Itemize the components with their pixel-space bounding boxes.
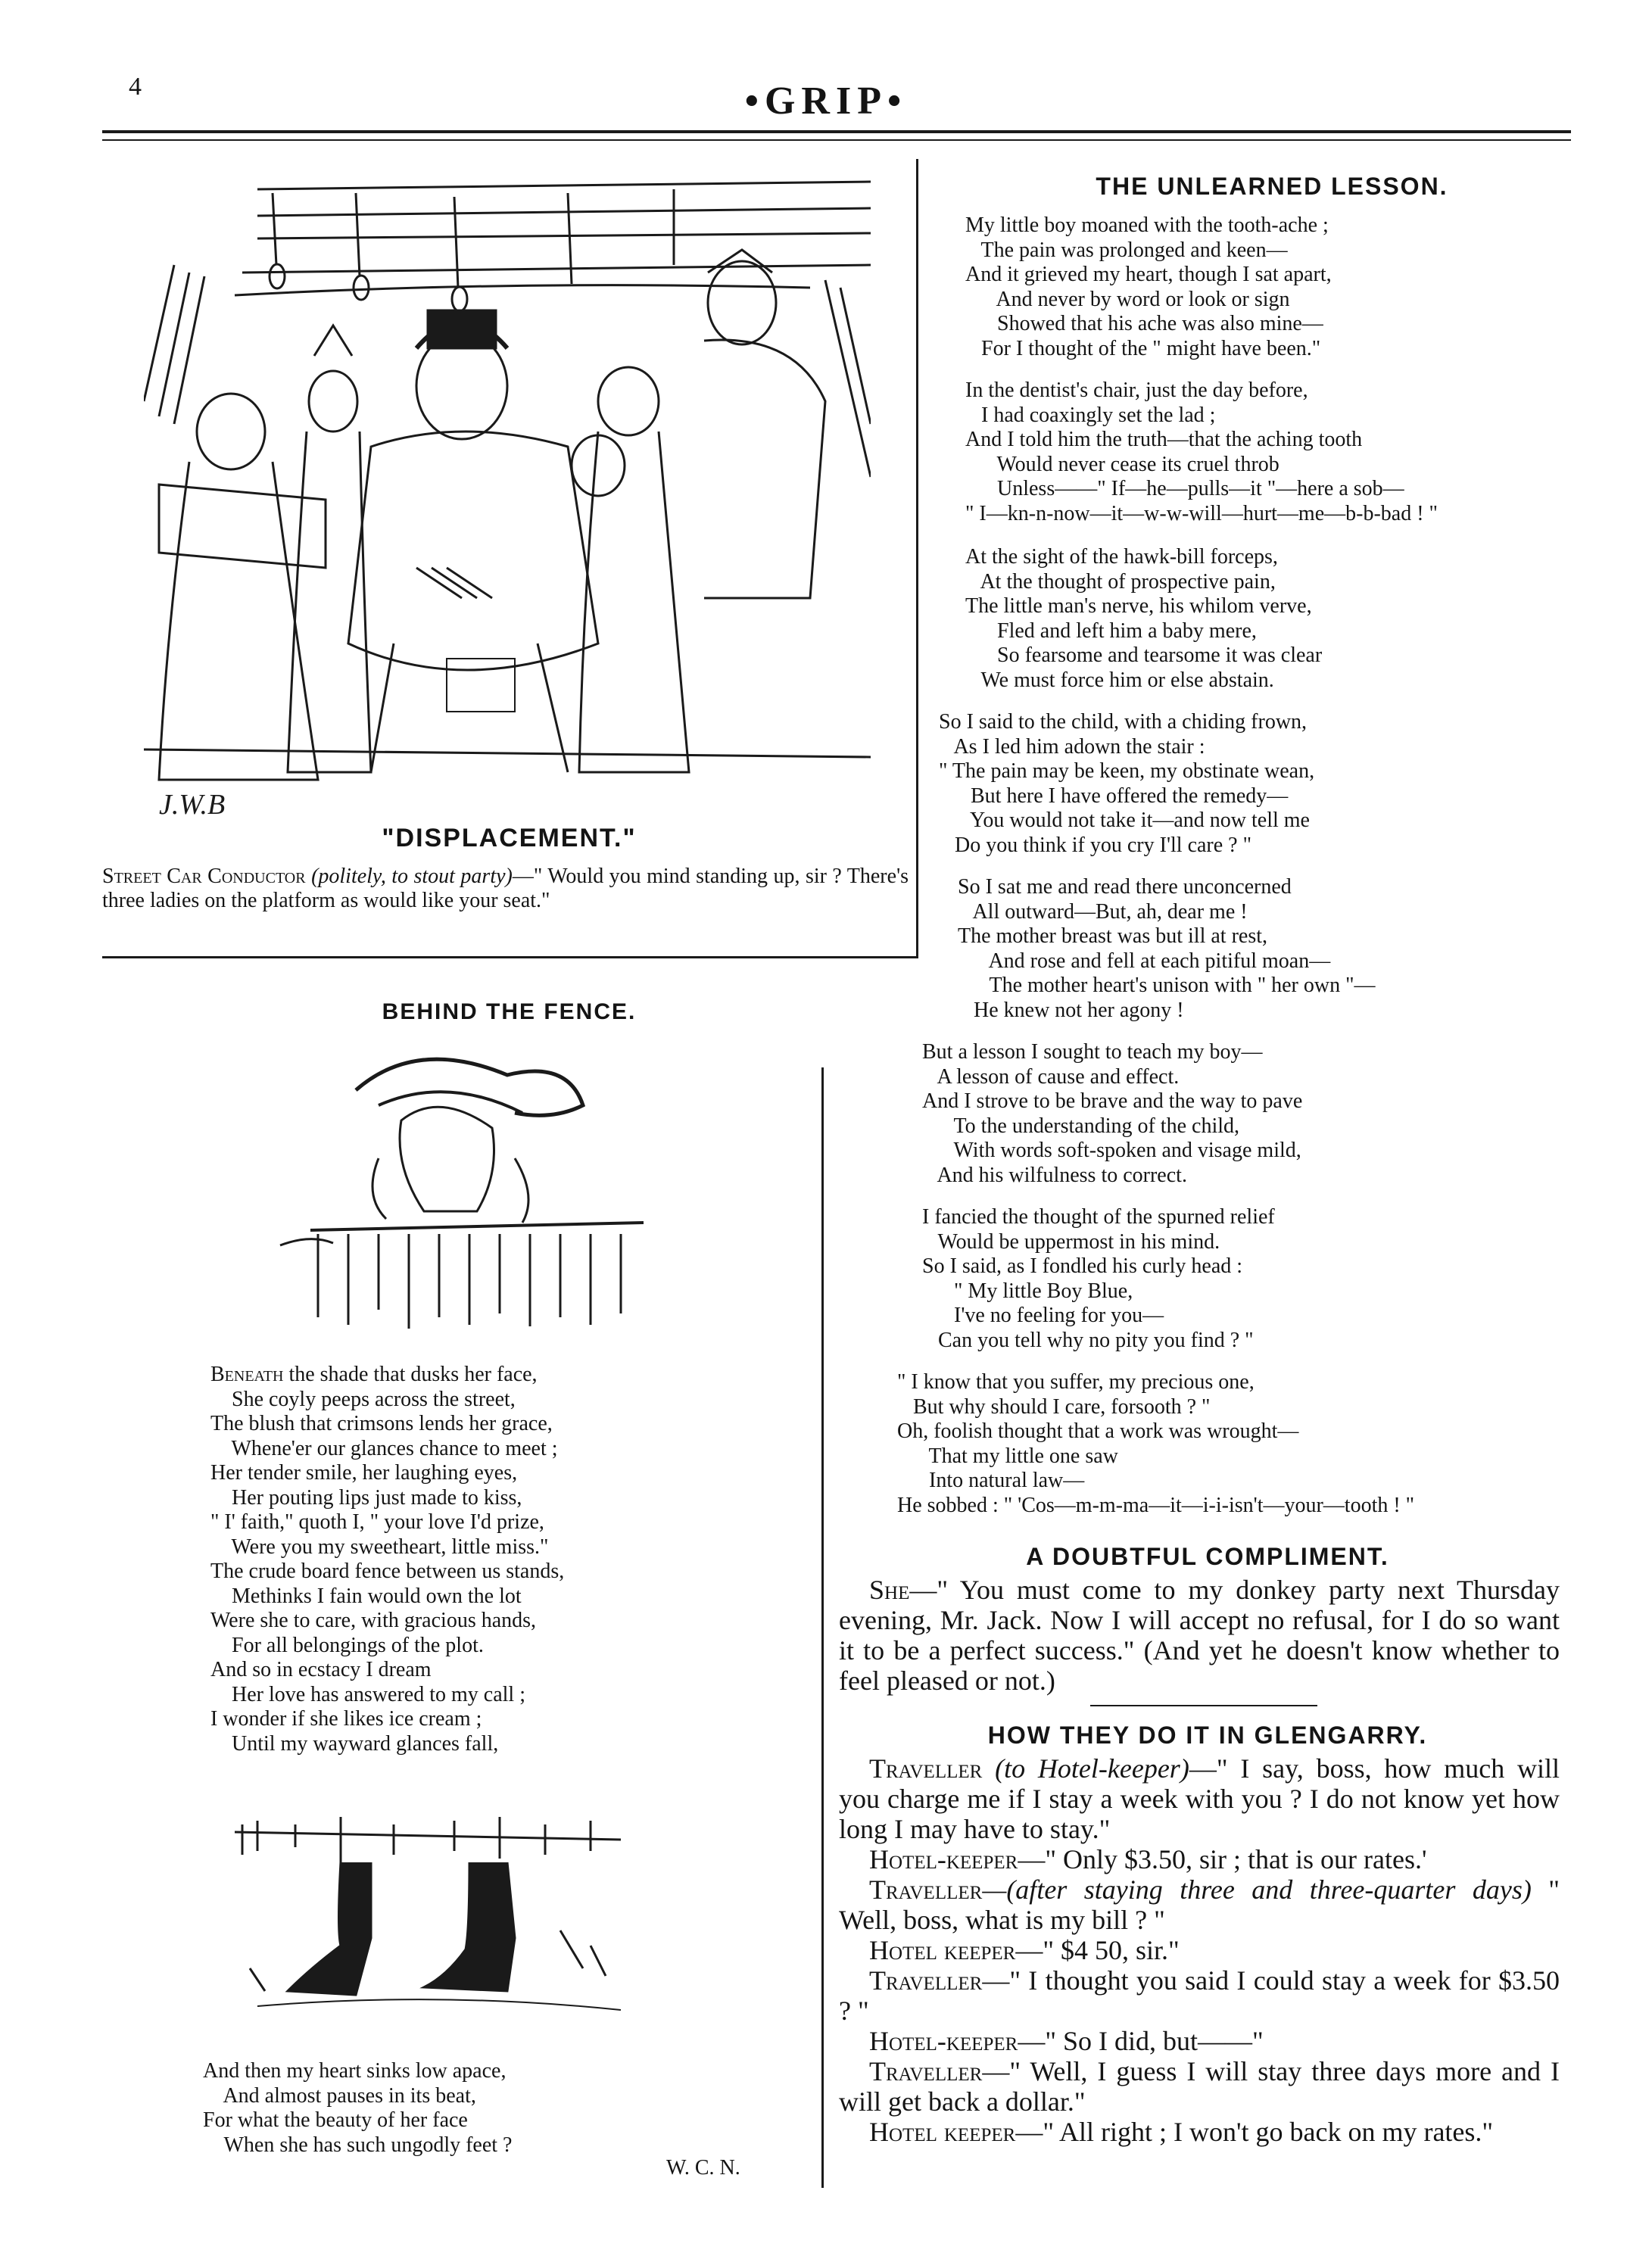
fence-line: Whene'er our glances chance to meet ;: [210, 1436, 558, 1460]
exchange-speaker: Hotel-keeper: [869, 1844, 1018, 1874]
lesson-line: A lesson of cause and effect.: [922, 1064, 1180, 1089]
fence-line: And almost pauses in its beat,: [203, 2083, 476, 2108]
exchange-speaker: Traveller: [869, 1965, 983, 1996]
lesson-line: At the thought of prospective pain,: [965, 569, 1276, 594]
lesson-line: Would be uppermost in his mind.: [922, 1229, 1220, 1254]
lesson-line: But why should I care, forsooth ? ": [897, 1394, 1211, 1419]
glengarry-title: HOW THEY DO IT IN GLENGARRY.: [987, 1722, 1428, 1749]
lesson-line: And his wilfulness to correct.: [922, 1163, 1187, 1187]
exchange-text: —" Well, I guess I will stay three days more and I will get back a dollar.": [839, 2056, 1560, 2117]
exchange-speaker: Hotel keeper: [869, 1935, 1016, 1965]
lesson-line: And never by word or look or sign: [965, 287, 1290, 311]
exchange-text: —" $4 50, sir.": [1015, 1935, 1180, 1965]
lesson-line: The mother breast was but ill at rest,: [958, 924, 1267, 948]
header-rule-bottom: [102, 139, 1571, 141]
exchange-text: —" I thought you said I could stay a week for $3.50 ? ": [839, 1965, 1560, 2026]
lesson-line: And rose and fell at each pitiful moan—: [958, 949, 1331, 973]
illustration-signature: J.W.B: [159, 789, 226, 818]
lesson-stanza-1: [965, 213, 1332, 361]
glengarry-separator: [1090, 1705, 1317, 1706]
lesson-title: THE UNLEARNED LESSON.: [1096, 173, 1448, 200]
fence-first-word: Beneath: [210, 1363, 284, 1386]
lesson-line: " I—kn-n-now—it—w-w-will—hurt—me—b-b-bad ! ": [965, 501, 1438, 525]
lesson-line: And I strove to be brave and the way to pave: [922, 1089, 1303, 1113]
lesson-line: So I said, as I fondled his curly head :: [922, 1254, 1243, 1278]
caption-speaker: Street Car Conductor: [102, 865, 306, 888]
fence-line: Her tender smile, her laughing eyes,: [210, 1461, 518, 1485]
lesson-stanza-8: [897, 1370, 1414, 1518]
compliment-title: A DOUBTFUL COMPLIMENT.: [1026, 1543, 1389, 1570]
fence-title: BEHIND THE FENCE.: [382, 999, 637, 1024]
exchange-direction: (to Hotel-keeper): [995, 1753, 1189, 1784]
fence-line: The blush that crimsons lends her grace,: [210, 1412, 553, 1435]
lesson-line: So I said to the child, with a chiding frown,: [939, 710, 1308, 734]
displacement-title: "DISPLACEMENT.": [382, 824, 637, 852]
displacement-caption: [102, 865, 909, 913]
glengarry-exchange: [839, 1935, 1560, 1965]
caption-direction: (politely, to stout party): [311, 865, 513, 888]
lesson-line: The pain was prolonged and keen—: [965, 238, 1288, 262]
compliment-body: —" You must come to my donkey party next Thursday evening, Mr. Jack. Now I will accept no refusal, for I do so want it to be a perfect success." (And yet he doesn't know whether to feel pleased or not.): [839, 1575, 1560, 1696]
lesson-line: Can you tell why no pity you find ? ": [922, 1328, 1254, 1352]
fence-poem-part1: [210, 1363, 564, 1756]
glengarry-exchange: [839, 2117, 1560, 2147]
lesson-line: In the dentist's chair, just the day before,: [965, 379, 1308, 402]
lesson-line: The little man's nerve, his whilom verve,: [965, 594, 1312, 618]
exchange-speaker: Hotel-keeper: [869, 2026, 1018, 2056]
header-rule-top: [102, 130, 1571, 133]
fence-signature: W. C. N.: [666, 2156, 740, 2180]
masthead: •GRIP•: [744, 79, 908, 123]
fence-feet-illustration: [227, 1817, 651, 2029]
fence-line: Until my wayward glances fall,: [210, 1731, 499, 1756]
lesson-line: Fled and left him a baby mere,: [965, 619, 1257, 643]
lesson-line: Would never cease its cruel throb: [965, 452, 1280, 476]
lesson-line: You would not take it—and now tell me: [939, 809, 1310, 832]
lesson-line: My little boy moaned with the tooth-ache ;: [965, 213, 1329, 237]
page-number: 4: [129, 73, 142, 101]
exchange-text: " Well, boss, what is my bill ? ": [839, 1874, 1560, 1935]
lesson-stanza-7: [922, 1205, 1275, 1353]
lesson-line: As I led him adown the stair :: [939, 734, 1205, 759]
glengarry-exchange: [839, 1874, 1560, 1935]
fence-line: And so in ecstacy I dream: [210, 1658, 432, 1681]
lesson-line: The mother heart's unison with " her own "—: [958, 974, 1376, 997]
fence-line: The crude board fence between us stands,: [210, 1560, 565, 1583]
lesson-line: " The pain may be keen, my obstinate wean,: [939, 759, 1315, 783]
displacement-bottom-rule: [102, 956, 918, 958]
girl-behind-fence-drawing: [265, 1045, 689, 1332]
exchange-speaker: Traveller: [869, 1874, 983, 1905]
exchange-text: —" I say, boss, how much will you charge me if I stay a week with you ? I do not know yet how long I may have to stay.": [839, 1753, 1560, 1844]
fence-line: Were she to care, with gracious hands,: [210, 1609, 537, 1632]
lesson-line: He knew not her agony !: [958, 998, 1184, 1022]
glengarry-exchange: [839, 1753, 1560, 1844]
lesson-line: Do you think if you cry I'll care ? ": [939, 833, 1252, 857]
lesson-line: " My little Boy Blue,: [922, 1279, 1133, 1303]
glengarry-exchange: [839, 1965, 1560, 2026]
fence-line: For what the beauty of her face: [203, 2108, 468, 2132]
lesson-line: I fancied the thought of the spurned relief: [922, 1205, 1275, 1229]
lesson-line: With words soft-spoken and visage mild,: [922, 1139, 1301, 1162]
lesson-line: And I told him the truth—that the aching tooth: [965, 428, 1363, 451]
lesson-stanza-4: [939, 710, 1314, 858]
lesson-line: That my little one saw: [897, 1444, 1118, 1468]
column-rule-upper: [916, 159, 918, 958]
fence-line: And then my heart sinks low apace,: [203, 2059, 507, 2083]
column-rule-lower: [821, 1067, 824, 2188]
fence-line: Her love has answered to my call ;: [210, 1682, 525, 1706]
lesson-line: I've no feeling for you—: [922, 1304, 1164, 1327]
lesson-line: So I sat me and read there unconcerned: [958, 875, 1292, 899]
fence-line: " I' faith," quoth I, " your love I'd prize,: [210, 1510, 544, 1534]
fence-line: She coyly peeps across the street,: [210, 1387, 516, 1411]
streetcar-drawing: [144, 174, 871, 818]
compliment-speaker: She: [869, 1575, 910, 1605]
lesson-line: " I know that you suffer, my precious one,: [897, 1370, 1255, 1394]
fence-line: For all belongings of the plot.: [210, 1633, 484, 1657]
lesson-line: But a lesson I sought to teach my boy—: [922, 1040, 1263, 1064]
lesson-line: For I thought of the " might have been.": [965, 336, 1321, 360]
lesson-line: All outward—But, ah, dear me !: [958, 899, 1248, 924]
lesson-line: Oh, foolish thought that a work was wrought—: [897, 1419, 1299, 1443]
lesson-line: He sobbed : " 'Cos—m-m-ma—it—i-i-isn't—your—tooth ! ": [897, 1493, 1415, 1517]
lesson-line: Unless——" If—he—pulls—it "—here a sob—: [965, 477, 1404, 500]
fence-line: Methinks I fain would own the lot: [210, 1584, 522, 1608]
lesson-line: So fearsome and tearsome it was clear: [965, 643, 1323, 667]
exchange-speaker: Traveller: [869, 1753, 983, 1784]
lesson-line: But here I have offered the remedy—: [939, 784, 1289, 808]
exchange-text: —" So I did, but——": [1018, 2026, 1264, 2056]
fence-poem-part2: [203, 2059, 513, 2158]
fence-line: the shade that dusks her face,: [283, 1363, 538, 1386]
displacement-illustration: [144, 174, 871, 818]
fence-line: Her pouting lips just made to kiss,: [210, 1485, 522, 1510]
fence-girl-illustration: [265, 1045, 689, 1332]
lesson-line: Showed that his ache was also mine—: [965, 312, 1323, 335]
exchange-direction: —(after staying three and three-quarter days): [982, 1874, 1532, 1905]
exchange-speaker: Traveller: [869, 2056, 983, 2086]
lesson-line: At the sight of the hawk-bill forceps,: [965, 545, 1278, 569]
feet-drawing: [227, 1817, 651, 2029]
exchange-text: —" Only $3.50, sir ; that is our rates.': [1018, 1844, 1427, 1874]
glengarry-text: [839, 1753, 1560, 2147]
lesson-line: To the understanding of the child,: [922, 1114, 1240, 1138]
lesson-line: Into natural law—: [897, 1469, 1085, 1492]
lesson-line: We must force him or else abstain.: [965, 668, 1274, 692]
lesson-line: And it grieved my heart, though I sat apart,: [965, 263, 1332, 286]
fence-line: I wonder if she likes ice cream ;: [210, 1707, 482, 1731]
fence-line: When she has such ungodly feet ?: [203, 2133, 513, 2157]
lesson-stanza-3: [965, 545, 1322, 693]
glengarry-exchange: [839, 1844, 1560, 1874]
lesson-stanza-6: [922, 1040, 1302, 1188]
fence-line: Were you my sweetheart, little miss.": [210, 1535, 549, 1559]
glengarry-exchange: [839, 2026, 1560, 2056]
caption-quote: —" Would you mind standing up, sir ? There's three ladies on the platform as would like your seat.": [102, 865, 909, 912]
exchange-speaker: Hotel keeper: [869, 2117, 1016, 2147]
compliment-text: [839, 1575, 1560, 1696]
exchange-text: —" All right ; I won't go back on my rates.": [1015, 2117, 1494, 2147]
glengarry-exchange: [839, 2056, 1560, 2117]
lesson-line: I had coaxingly set the lad ;: [965, 403, 1216, 427]
lesson-stanza-2: [965, 379, 1438, 526]
lesson-stanza-5: [958, 875, 1376, 1023]
